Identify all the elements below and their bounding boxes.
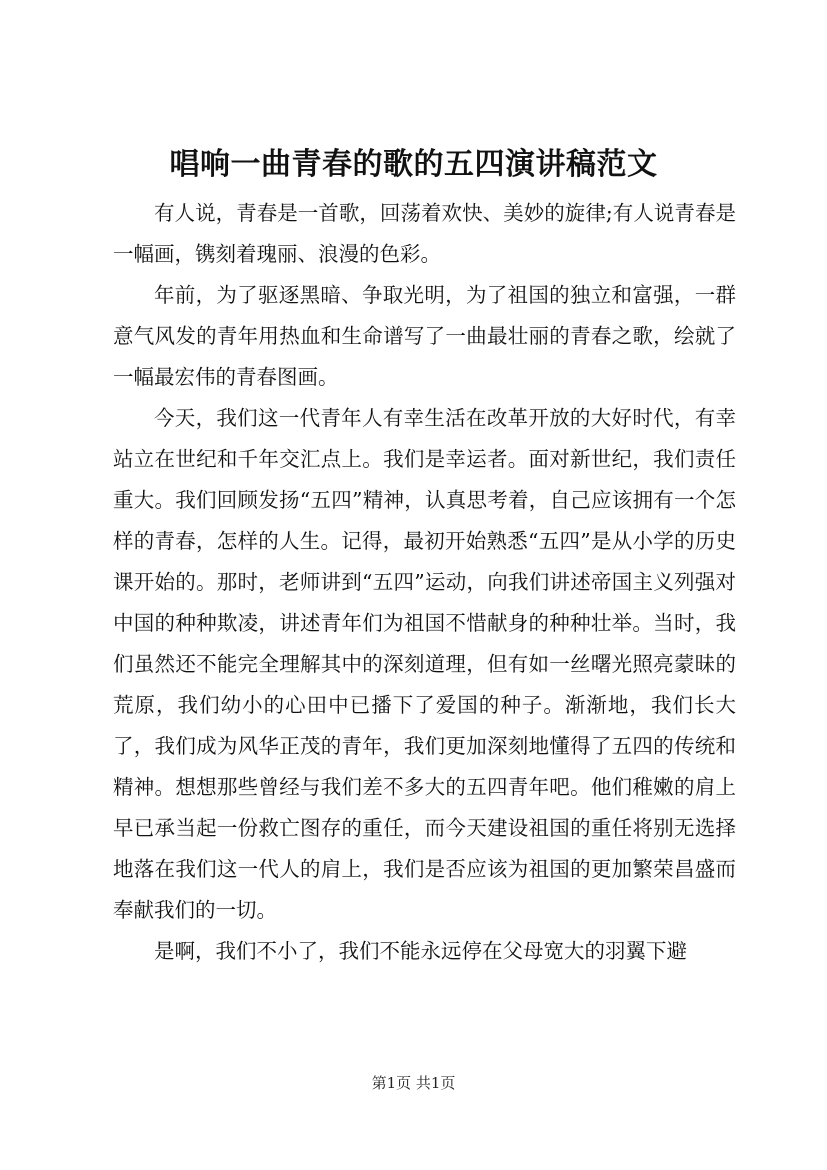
paragraph-1: 有人说，青春是一首歌，回荡着欢快、美妙的旋律;有人说青春是一幅画，镌刻着瑰丽、浪漫的色彩。	[113, 201, 736, 266]
document-title: 唱响一曲青春的歌的五四演讲稿范文	[169, 147, 658, 182]
paragraph-4: 是啊，我们不小了，我们不能永远停在父母宽大的羽翼下避	[154, 939, 687, 963]
page-footer: 第1页 共1页	[371, 1074, 456, 1092]
document-body	[113, 193, 736, 972]
paragraph-2: 年前，为了驱逐黑暗、争取光明，为了祖国的独立和富强，一群意气风发的青年用热血和生命谱写了一曲最壮丽的青春之歌，绘就了一幅最宏伟的青春图画。	[113, 283, 736, 389]
paragraph-3: 今天，我们这一代青年人有幸生活在改革开放的大好时代，有幸站立在世纪和千年交汇点上。我们是幸运者。面对新世纪，我们责任重大。我们回顾发扬“五四”精神，认真思考着，自己应该拥有一个怎样的青春，怎样的人生。记得，最初开始熟悉“五四”是从小学的历史课开始的。那时，老师讲到“五四”运动，向我们讲述帝国主义列强对中国的种种欺凌，讲述青年们为祖国不惜献身的种种壮举。当时，我们虽然还不能完全理解其中的深刻道理，但有如一丝曙光照亮蒙昧的荒原，我们幼小的心田中已播下了爱国的种子。渐渐地，我们长大了，我们成为风华正茂的青年，我们更加深刻地懂得了五四的传统和精神。想想那些曾经与我们差不多大的五四青年吧。他们稚嫩的肩上早已承当起一份救亡图存的重任，而今天建设祖国的重任将别无选择地落在我们这一代人的肩上，我们是否应该为祖国的更加繁荣昌盛而奉献我们的一切。	[113, 406, 736, 922]
